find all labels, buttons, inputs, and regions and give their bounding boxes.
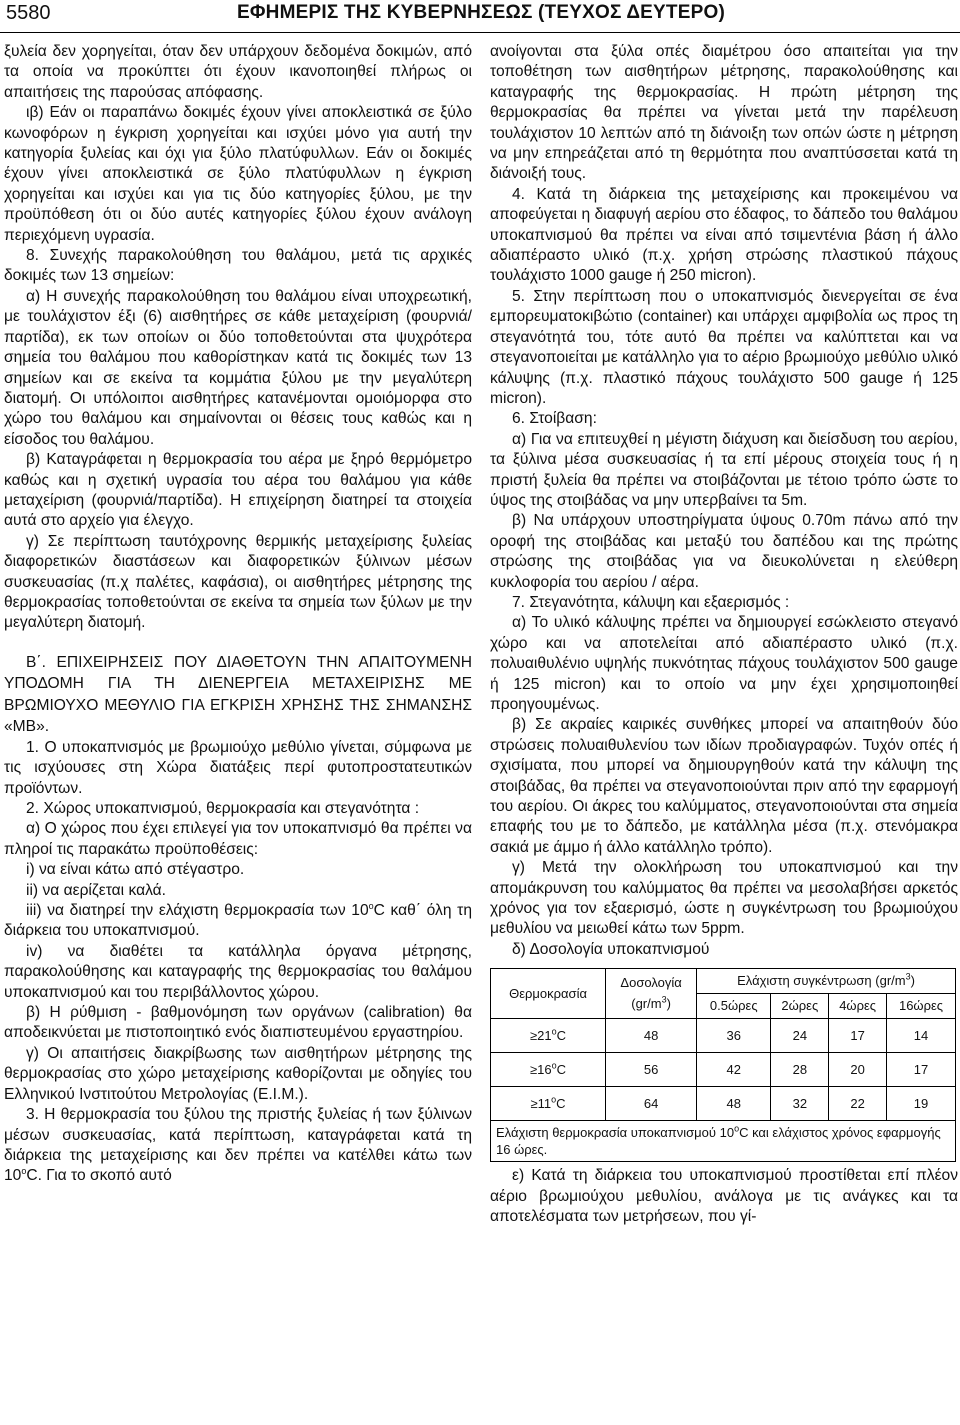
paragraph: δ) Δοσολογία υποκαπνισμού: [512, 940, 710, 958]
list-item: iii) να διατηρεί την ελάχιστη θερμοκρασία των $10^oC$ καθ΄ όλη τη διάρκεια του υποκαπνισμού.: [4, 900, 472, 940]
paragraph: 1. Ο υποκαπνισμός με βρωμιούχο μεθύλιο γίνεται, σύμφωνα με τις ισχύουσες στη Χώρα διατάξεις περί φυτοπροστατευτικών προϊόντων.: [4, 738, 472, 797]
paragraph: γ) Μετά την ολοκλήρωση του υποκαπνισμού και την απομάκρυνση του καλύμματος θα πρέπει να μεσολαβήσει αρκετός χρόνος για τον εξαερισμό, ώστε η συγκέντρωση του βρωμιούχου μεθυλίου να μειωθεί κάτω των 5ppm.: [490, 859, 958, 938]
cell-concentration: 42: [697, 1053, 771, 1087]
left-column: [4, 42, 472, 1187]
cell-concentration: 48: [697, 1087, 771, 1121]
cell-concentration: 20: [829, 1053, 887, 1087]
paragraph: 3. Η θερμοκρασία του ξύλου της πριστής ξυλείας ή των ξύλινων μέσων συσκευασίας, κατά περίπτωση, καταγράφεται κατά τη διάρκεια της μεταχείρισης και δεν πρέπει να κατέλθει κάτω των $10^oC$. Για το σκοπό αυτό: [4, 1106, 472, 1185]
paragraph: 8. Συνεχής παρακολούθηση του θαλάμου, μετά τις αρχικές δοκιμές των 13 σημείων:: [4, 247, 472, 285]
cell-concentration: 17: [887, 1053, 956, 1087]
right-column: [490, 42, 958, 1228]
paragraph: α) Ο χώρος που έχει επιλεγεί για τον υποκαπνισμό θα πρέπει να πληροί τις παρακάτω προϋποθέσεις:: [4, 820, 472, 858]
table-note-row: [491, 1121, 956, 1162]
cell-concentration: 28: [771, 1053, 829, 1087]
table-row: [491, 1053, 956, 1087]
header-min-concentration: Ελάχιστη συγκέντρωση $(gr/m^3)$: [697, 969, 956, 994]
paragraph: 4. Κατά τη διάρκεια της μεταχείρισης και προκειμένου να αποφεύγεται η διαφυγή αερίου στο έδαφος, το δάπεδο του θαλάμου υποκαπνισμού θα πρέπει να είναι από τσιμεντένια βάση ή άλλο αδιαπέραστο υλικό (π.χ. χρήση στρώσης πλαστικού πάχους τουλάχιστο 1000 gauge ή 250 micron).: [490, 185, 958, 285]
paragraph: β) Η ρύθμιση - βαθμονόμηση των οργάνων (calibration) θα αποδεικνύεται με πιστοποιητικό ενός διαπιστευμένου εργαστηρίου.: [4, 1004, 472, 1042]
header-hours: 2ώρες: [771, 994, 829, 1019]
paragraph: α) Το υλικό κάλυψης πρέπει να δημιουργεί εσώκλειστο στεγανό χώρο και να αποτελείται από αδιαπέραστο υλικό (π.χ. πολυαιθυλένιο υψηλής πυκνότητας πάχους τουλάχιστον 500 gauge ή 125 micron) και το οποίο να μην έχει χρησιμοποιηθεί προηγουμένως.: [490, 614, 958, 713]
cell-temperature: $\ge 11^oC$: [491, 1087, 606, 1121]
cell-concentration: 17: [829, 1019, 887, 1053]
paragraph: γ) Οι απαιτήσεις διακρίβωσης των αισθητήρων μέτρησης της θερμοκρασίας στο χώρο μεταχείρισης καθορίζονται με οδηγίες του Ελληνικού Ινστιτούτου Μετρολογίας (Ε.Ι.Μ.).: [4, 1044, 472, 1103]
table-row: [491, 1019, 956, 1053]
paragraph: ανοίγονται στα ξύλα οπές διαμέτρου όσο απαιτείται για την τοποθέτηση των αισθητήρων μέτρησης, παρακολούθησης και καταγραφής της θερμοκρασίας. Η πρώτη μέτρηση της θερμοκρασίας θα πρέπει να γίνεται μετά την παρέλευση τουλάχιστον 10 λεπτών από τη διάνοιξη των οπών ώστε η μέτρηση να μην επηρεάζεται από τη θερμότητα που αναπτύσσεται κατά τη διάνοιξή τους.: [490, 43, 958, 183]
cell-dose: 56: [606, 1053, 697, 1087]
paragraph: γ) Σε περίπτωση ταυτόχρονης θερμικής μεταχείρισης ξυλείας διαφορετικών διαστάσεων και διαφορετικών ξύλινων μέσων συσκευασίας (π.χ παλέτες, καφάσια), οι αισθητήρες μέτρησης της θερμοκρασίας τοποθετούνται σε εκείνα τα σημεία των ξύλων με την μεγαλύτερη διατομή.: [4, 532, 472, 632]
paragraph: α) Για να επιτευχθεί η μέγιστη διάχυση και διείσδυση του αερίου, τα ξύλινα μέσα συσκευασίας ή τα επί μέρους στοιχεία τους ή η πριστή ξυλεία θα πρέπει να στοιβάζονται με τέτοιο τρόπο ώστε το ύψος της στοιβάδας να μην υπερβαίνει τα 5m.: [490, 430, 958, 509]
paragraph: 7. Στεγανότητα, κάλυψη και εξαερισμός :: [512, 593, 790, 611]
list-item: ii) να αερίζεται καλά.: [26, 881, 167, 899]
list-item: i) να είναι κάτω από στέγαστρο.: [26, 861, 245, 879]
header-temperature: Θερμοκρασία: [491, 969, 606, 1019]
gazette-title: ΕΦΗΜΕΡΙΣ ΤΗΣ ΚΥΒΕΡΝΗΣΕΩΣ (ΤΕΥΧΟΣ ΔΕΥΤΕΡΟ): [237, 2, 725, 23]
cell-concentration: 36: [697, 1019, 771, 1053]
paragraph: β) Σε ακραίες καιρικές συνθήκες μπορεί να απαιτηθούν δύο στρώσεις πολυαιθυλενίου των ιδίων προδιαγραφών. Τυχόν οπές ή σχισίματα, που μπορεί να δημιουργηθούν κατά την κάλυψη της στοιβάδας, θα πρέπει να στεγανοποιούνται πριν από την εφαρμογή του αερίου. Οι άκρες του καλύμματος, στεγανοποιούνται στα σημεία επαφής του με το δάπεδο, με κατάλληλα μέσα (π.χ. στενόμακρα σακιά με άμμο ή άλλο κατάλληλο τρόπο).: [490, 716, 958, 856]
paragraph: β) Να υπάρχουν υποστηρίγματα ύψους 0.70m πάνω από την οροφή της στοιβάδας και μεταξύ του δαπέδου και της πρώτης στρώσης της στοιβάδας για να διευκολύνεται η ελεύθερη κυκλοφορία του αερίου / αέρα.: [490, 512, 958, 591]
paragraph: ξυλεία δεν χορηγείται, όταν δεν υπάρχουν δεδομένα δοκιμών, από τα οποία να προκύπτει ότι έχουν ικανοποιηθεί πλήρως οι απαιτήσεις της παρούσας απόφασης.: [4, 43, 472, 101]
header-hours: 0.5ώρες: [697, 994, 771, 1019]
cell-dose: 64: [606, 1087, 697, 1121]
paragraph: ιβ) Εάν οι παραπάνω δοκιμές έχουν γίνει αποκλειστικά σε ξύλο κωνοφόρων η έγκριση χορηγείται και ισχύει μόνο για αυτή την κατηγορία ξυλείας και όχι για ξύλο πλατύφυλλων. Εάν οι δοκιμές έχουν γίνει αποκλειστικά σε ξύλο πλατύφυλλων η έγκριση χορηγείται και ισχύει και για τις δύο κατηγορίες ξύλου, με την προϋπόθεση ότι οι δύο αυτές κατηγορίες ξύλου έχουν ανάλογη περιεχόμενη υγρασία.: [4, 104, 472, 244]
list-item: iv) να διαθέτει τα κατάλληλα όργανα μέτρησης, παρακολούθησης και καταγραφής της θερμοκρασίας του θαλάμου υποκαπνισμού και του περιβάλλοντος χώρου.: [4, 942, 472, 1001]
paragraph: α) Η συνεχής παρακολούθηση του θαλάμου είναι υποχρεωτική, με τουλάχιστον έξι (6) αισθητήρες σε κάθε μεταχείριση (φουρνιά/παρτίδα), εκ των οποίων οι δύο τοποθετούνται στα ψυχρότερα σημεία του θαλάμου που καθορίστηκαν κατά τις δοκιμές των 13 σημείων και σε εκείνα τα κομμάτια ξύλου με την μεγαλύτερη διατομή. Οι υπόλοιποι αισθητήρες κατανέμονται ομοιόμορφα στο χώρο του θαλάμου και σημαίνονται οι θέσεις τους καθώς και η είσοδος του θαλάμου.: [4, 287, 472, 448]
header-hours: 4ώρες: [829, 994, 887, 1019]
header-hours: 16ώρες: [887, 994, 956, 1019]
paragraph: ε) Κατά τη διάρκεια του υποκαπνισμού προστίθεται επί πλέον αέριο βρωμιούχου μεθυλίου, ανάλογα με τις ανάγκες και τα αποτελέσματα των μετρήσεων, που γί-: [490, 1167, 958, 1226]
page-number: 5580: [6, 2, 51, 24]
page-header: [0, 0, 960, 33]
cell-concentration: 24: [771, 1019, 829, 1053]
header-dosage: Δοσολογία $(gr/m^3)$: [606, 969, 697, 1019]
paragraph: 5. Στην περίπτωση που ο υποκαπνισμός διενεργείται σε ένα εμπορευματοκιβώτιο (container) και υπάρχει αμφιβολία ως προς τη στεγανότητά του, τότε αυτό θα πρέπει να καλύπτεται και να στεγανοποιείται με κατάλληλο για το αέριο βρωμιούχο μεθύλιο υλικό κάλυψης (π.χ. πλαστικό πάχους τουλάχιστο 500 gauge ή 125 micron).: [490, 287, 958, 407]
cell-concentration: 32: [771, 1087, 829, 1121]
cell-concentration: 19: [887, 1087, 956, 1121]
dosage-table: [490, 968, 956, 1162]
cell-dose: 48: [606, 1019, 697, 1053]
paragraph: β) Καταγράφεται η θερμοκρασία του αέρα με ξηρό θερμόμετρο καθώς και η σχετική υγρασία του αέρα του θαλάμου για κάθε μεταχείριση (φουρνιά/παρτίδα). Η επιχείρηση διατηρεί τα στοιχεία αυτά στο αρχείο για έλεγχο.: [4, 451, 472, 530]
cell-concentration: 22: [829, 1087, 887, 1121]
paragraph: 6. Στοίβαση:: [512, 410, 597, 428]
cell-temperature: $\ge 21^oC$: [491, 1019, 606, 1053]
cell-temperature: $\ge 16^oC$: [491, 1053, 606, 1087]
cell-concentration: 14: [887, 1019, 956, 1053]
section-heading: Β΄. ΕΠΙΧΕΙΡΗΣΕΙΣ ΠΟΥ ΔΙΑΘΕΤΟΥΝ ΤΗΝ ΑΠΑΙΤΟΥΜΕΝΗ ΥΠΟΔΟΜΗ ΓΙΑ ΤΗ ΔΙΕΝΕΡΓΕΙΑ ΜΕΤΑΧΕΙΡΙΣΗΣ ΜΕ ΒΡΩΜΙΟΥΧΟ ΜΕΘΥΛΙΟ ΓΙΑ ΕΓΚΡΙΣΗ ΧΡΗΣΗΣ ΤΗΣ ΣΗΜΑΝΣΗΣ «ΜΒ».: [4, 653, 472, 736]
table-note: Ελάχιστη θερμοκρασία υποκαπνισμού $10^oC$ και ελάχιστος χρόνος εφαρμογής 16 ώρες.: [491, 1121, 956, 1162]
paragraph: 2. Χώρος υποκαπνισμού, θερμοκρασία και στεγανότητα :: [26, 800, 420, 817]
table-row: [491, 1087, 956, 1121]
